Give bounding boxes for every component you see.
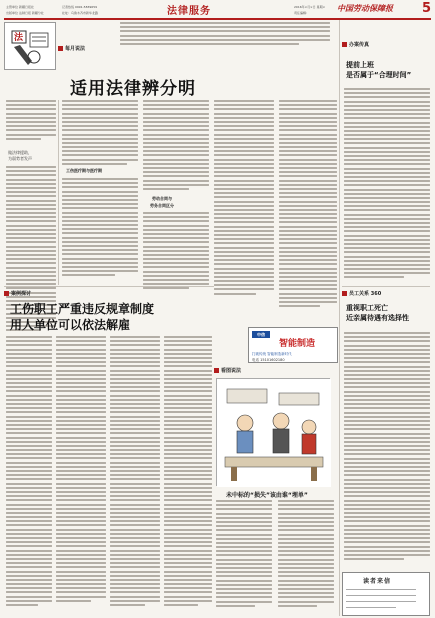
ad-phone: 电话 15101602180	[252, 358, 285, 362]
subhead: 劳务合同区分	[150, 203, 174, 208]
article-column-5	[279, 100, 337, 309]
tag-label: 案例探讨	[11, 290, 32, 297]
headline-cartoon: 未中标的“损失”该由谁“埋单”	[226, 492, 308, 499]
headline-monthly: 适用法律辨分明	[70, 79, 196, 99]
tag-case-study	[4, 289, 31, 297]
cartoon-column-2	[278, 500, 334, 609]
article-column-3	[143, 100, 209, 192]
section-divider	[4, 286, 214, 287]
right-section-divider	[342, 286, 430, 287]
right-top-article	[344, 88, 430, 281]
headline-right-top-2: 是否属于“合理时间”	[346, 71, 412, 79]
article-column-4	[214, 100, 274, 297]
tag-marker-icon	[342, 291, 347, 296]
tag-marker-icon	[214, 368, 219, 373]
tag-label: 每月说法	[65, 45, 86, 52]
headline-right-top-1: 提前上班	[346, 61, 374, 69]
header-editor: 责任编辑：	[294, 11, 310, 15]
ad-subtitle: 打破传统 智能制造新时代	[252, 352, 292, 356]
tag-cartoon	[214, 366, 241, 374]
page-header	[4, 2, 431, 18]
cartoon-column-1	[216, 500, 272, 609]
tag-label: 办案传真	[349, 41, 370, 48]
right-column-divider	[339, 20, 340, 616]
article-column-2b	[62, 178, 138, 279]
header-meta: 社址：乌鲁木齐市新华北路	[62, 11, 99, 15]
case-column-3	[110, 336, 160, 608]
tag-label: 员工关系 360	[349, 290, 382, 297]
tag-marker-icon	[342, 42, 347, 47]
article-column-1	[6, 100, 56, 142]
case-column-4	[164, 336, 212, 608]
header-meta: 主管单位 新疆日报社	[6, 5, 34, 9]
header-meta: 记者热线 0991-5839659	[62, 5, 98, 9]
tag-marker-icon	[58, 46, 63, 51]
header-rule	[4, 18, 431, 20]
illustration-caption: 为弱势者发声	[8, 156, 32, 161]
advertisement[interactable]	[248, 327, 338, 363]
tag-monthly	[58, 44, 85, 52]
headline-right-mid-1: 重视职工死亡	[346, 304, 388, 312]
article-column-2	[62, 100, 138, 167]
column-divider	[58, 100, 59, 285]
cartoon-scene-icon	[217, 379, 331, 487]
svg-text:法: 法	[14, 33, 24, 43]
case-column-1	[6, 336, 52, 608]
page-number: 5	[422, 1, 432, 16]
headline-case-2: 用人单位可以依法解雇	[10, 318, 131, 332]
article-column-3b	[143, 212, 209, 292]
illustration-box	[4, 22, 56, 70]
law-illustration-icon	[8, 25, 52, 69]
headline-right-mid-2: 近亲属待遇有选择性	[346, 314, 409, 322]
illustration-caption: 做法律援助，	[8, 150, 32, 155]
intro-paragraph	[120, 22, 330, 47]
tag-right-mid	[342, 289, 381, 297]
headline-case-1: 工伤职工严重违反规章制度	[10, 302, 155, 316]
cartoon-illustration	[216, 378, 330, 486]
header-date: 2016年×月×日 星期×	[294, 5, 326, 9]
tag-right-top	[342, 40, 369, 48]
reader-letters-box	[342, 572, 430, 616]
section-title: 法律服务	[167, 6, 211, 17]
right-mid-article	[344, 332, 430, 562]
ad-logo: 中信	[252, 331, 270, 338]
ad-title: 智能制造	[279, 339, 316, 349]
subhead: 劳动合同与	[152, 196, 172, 201]
masthead: 中国劳动保障报	[337, 3, 393, 13]
tag-marker-icon	[4, 291, 9, 296]
subhead: 工伤医疗期与医疗期	[66, 168, 102, 173]
header-meta: 出版单位 法制日报 新疆分社	[6, 11, 44, 15]
reader-letters-title: 读者来信	[363, 578, 392, 585]
tag-label: 看图说法	[221, 367, 242, 374]
case-column-2	[56, 336, 106, 604]
